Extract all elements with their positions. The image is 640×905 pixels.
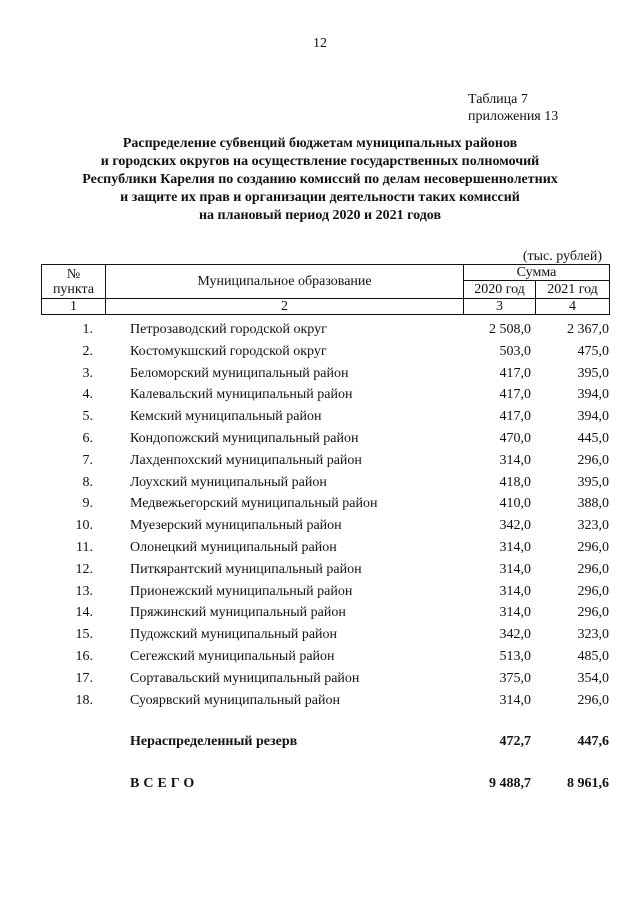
value-2021: 394,0 bbox=[577, 409, 609, 425]
municipality-name: Муезерский муниципальный район bbox=[130, 518, 342, 534]
row-number: 4. bbox=[82, 387, 93, 403]
value-2021: 395,0 bbox=[577, 365, 609, 381]
value-2021: 388,0 bbox=[577, 496, 609, 512]
row-number: 18. bbox=[75, 692, 93, 708]
table-row bbox=[41, 646, 609, 668]
value-2020: 375,0 bbox=[499, 670, 531, 686]
header-number-symbol: № bbox=[66, 266, 81, 282]
row-number: 5. bbox=[82, 409, 93, 425]
municipality-name: Петрозаводский городской округ bbox=[130, 322, 327, 337]
table-row bbox=[41, 493, 609, 515]
value-2021: 475,0 bbox=[577, 343, 609, 359]
table-row bbox=[41, 450, 609, 472]
value-2021: 296,0 bbox=[577, 605, 609, 621]
municipality-name: Беломорский муниципальный район bbox=[130, 365, 349, 381]
title-line: на плановый период 2020 и 2021 годов bbox=[198, 208, 442, 223]
table-header bbox=[41, 264, 610, 315]
value-2021: 485,0 bbox=[577, 648, 609, 664]
column-index-4: 4 bbox=[536, 299, 610, 315]
row-number: 2. bbox=[82, 343, 93, 359]
table-reference bbox=[468, 91, 558, 125]
value-2020: 2 508,0 bbox=[489, 322, 531, 337]
total-label: ВСЕГО bbox=[130, 776, 199, 791]
value-2021: 394,0 bbox=[577, 387, 609, 403]
row-number: 10. bbox=[75, 518, 93, 534]
table-reference-line: приложения 13 bbox=[468, 109, 559, 124]
value-2021: 296,0 bbox=[577, 583, 609, 599]
header-year-2020: 2020 год bbox=[464, 281, 536, 299]
municipality-name: Прионежский муниципальный район bbox=[130, 583, 353, 599]
row-number: 17. bbox=[75, 670, 93, 686]
unit-label: (тыс. рублей) bbox=[522, 249, 602, 264]
total-2021: 8 961,6 bbox=[567, 776, 609, 791]
row-number: 8. bbox=[82, 474, 93, 490]
total-row bbox=[41, 773, 609, 795]
value-2020: 410,0 bbox=[499, 496, 531, 512]
title-line: Республики Карелия по созданию комиссий по делам несовершеннолетних bbox=[82, 172, 558, 187]
value-2020: 314,0 bbox=[499, 561, 531, 577]
title-line: Распределение субвенций бюджетам муниципальных районов bbox=[122, 136, 518, 151]
value-2020: 470,0 bbox=[499, 430, 531, 446]
row-number: 11. bbox=[76, 539, 93, 555]
value-2020: 314,0 bbox=[499, 583, 531, 599]
value-2021: 323,0 bbox=[577, 518, 609, 534]
reserve-label: Нераспределенный резерв bbox=[130, 734, 298, 749]
reserve-2021: 447,6 bbox=[577, 734, 609, 749]
municipality-name: Кондопожский муниципальный район bbox=[130, 430, 359, 446]
table-row bbox=[41, 537, 609, 559]
value-2020: 314,0 bbox=[499, 692, 531, 708]
value-2020: 342,0 bbox=[499, 627, 531, 643]
value-2020: 417,0 bbox=[499, 409, 531, 425]
value-2021: 296,0 bbox=[577, 692, 609, 708]
municipality-name: Сегежский муниципальный район bbox=[130, 648, 335, 664]
column-index-3: 3 bbox=[464, 299, 536, 315]
header-municipality: Муниципальное образование bbox=[106, 265, 464, 299]
value-2020: 418,0 bbox=[499, 474, 531, 490]
table-row bbox=[41, 472, 609, 494]
table-row bbox=[41, 319, 609, 341]
value-2020: 417,0 bbox=[499, 387, 531, 403]
value-2021: 354,0 bbox=[577, 670, 609, 686]
reserve-row bbox=[41, 731, 609, 753]
table-row bbox=[41, 559, 609, 581]
value-2021: 296,0 bbox=[577, 539, 609, 555]
municipality-name: Суоярвский муниципальный район bbox=[130, 692, 340, 708]
municipality-name: Лоухский муниципальный район bbox=[130, 474, 327, 490]
table-reference-line: Таблица 7 bbox=[468, 92, 528, 107]
document-title bbox=[40, 135, 600, 225]
row-number: 3. bbox=[82, 365, 93, 381]
table-row bbox=[41, 384, 609, 406]
value-2021: 323,0 bbox=[577, 627, 609, 643]
title-line: и защите их прав и организации деятельности таких комиссий bbox=[120, 190, 520, 205]
municipality-name: Пряжинский муниципальный район bbox=[130, 605, 346, 621]
row-number: 12. bbox=[75, 561, 93, 577]
header-number bbox=[42, 265, 106, 299]
table-row bbox=[41, 428, 609, 450]
total-2020: 9 488,7 bbox=[489, 776, 531, 791]
municipality-name: Лахденпохский муниципальный район bbox=[130, 452, 362, 468]
column-index-2: 2 bbox=[106, 299, 464, 315]
value-2020: 314,0 bbox=[499, 539, 531, 555]
municipality-name: Олонецкий муниципальный район bbox=[130, 539, 337, 555]
header-sum: Сумма bbox=[464, 265, 610, 281]
municipality-name: Калевальский муниципальный район bbox=[130, 387, 353, 403]
row-number: 1. bbox=[82, 322, 93, 337]
value-2021: 445,0 bbox=[577, 430, 609, 446]
row-number: 13. bbox=[75, 583, 93, 599]
municipality-name: Костомукшский городской округ bbox=[130, 343, 327, 359]
row-number: 14. bbox=[75, 605, 93, 621]
value-2020: 513,0 bbox=[499, 648, 531, 664]
value-2021: 296,0 bbox=[577, 561, 609, 577]
table-row bbox=[41, 602, 609, 624]
municipality-name: Сортавальский муниципальный район bbox=[130, 670, 360, 686]
row-number: 6. bbox=[82, 430, 93, 446]
value-2021: 296,0 bbox=[577, 452, 609, 468]
table-row bbox=[41, 341, 609, 363]
value-2020: 503,0 bbox=[499, 343, 531, 359]
header-number-label: пункта bbox=[52, 281, 95, 297]
reserve-2020: 472,7 bbox=[499, 734, 531, 749]
title-line: и городских округов на осуществление государственных полномочий bbox=[100, 154, 540, 169]
row-number: 9. bbox=[82, 496, 93, 512]
table-row bbox=[41, 363, 609, 385]
value-2021: 395,0 bbox=[577, 474, 609, 490]
table-row bbox=[41, 624, 609, 646]
table-row bbox=[41, 668, 609, 690]
value-2020: 314,0 bbox=[499, 452, 531, 468]
column-index-1: 1 bbox=[42, 299, 106, 315]
row-number: 15. bbox=[75, 627, 93, 643]
table-row bbox=[41, 406, 609, 428]
row-number: 7. bbox=[82, 452, 93, 468]
municipality-name: Кемский муниципальный район bbox=[130, 409, 322, 425]
value-2021: 2 367,0 bbox=[567, 322, 609, 337]
municipality-name: Пудожский муниципальный район bbox=[130, 627, 338, 643]
municipality-name: Питкярантский муниципальный район bbox=[130, 561, 362, 577]
row-number: 16. bbox=[75, 648, 93, 664]
table-row bbox=[41, 690, 609, 712]
value-2020: 417,0 bbox=[499, 365, 531, 381]
table-row bbox=[41, 581, 609, 603]
value-2020: 314,0 bbox=[499, 605, 531, 621]
header-year-2021: 2021 год bbox=[536, 281, 610, 299]
value-2020: 342,0 bbox=[499, 518, 531, 534]
page-number: 12 bbox=[313, 36, 327, 51]
table-row bbox=[41, 515, 609, 537]
table-body bbox=[41, 319, 609, 711]
municipality-name: Медвежьегорский муниципальный район bbox=[130, 496, 378, 512]
